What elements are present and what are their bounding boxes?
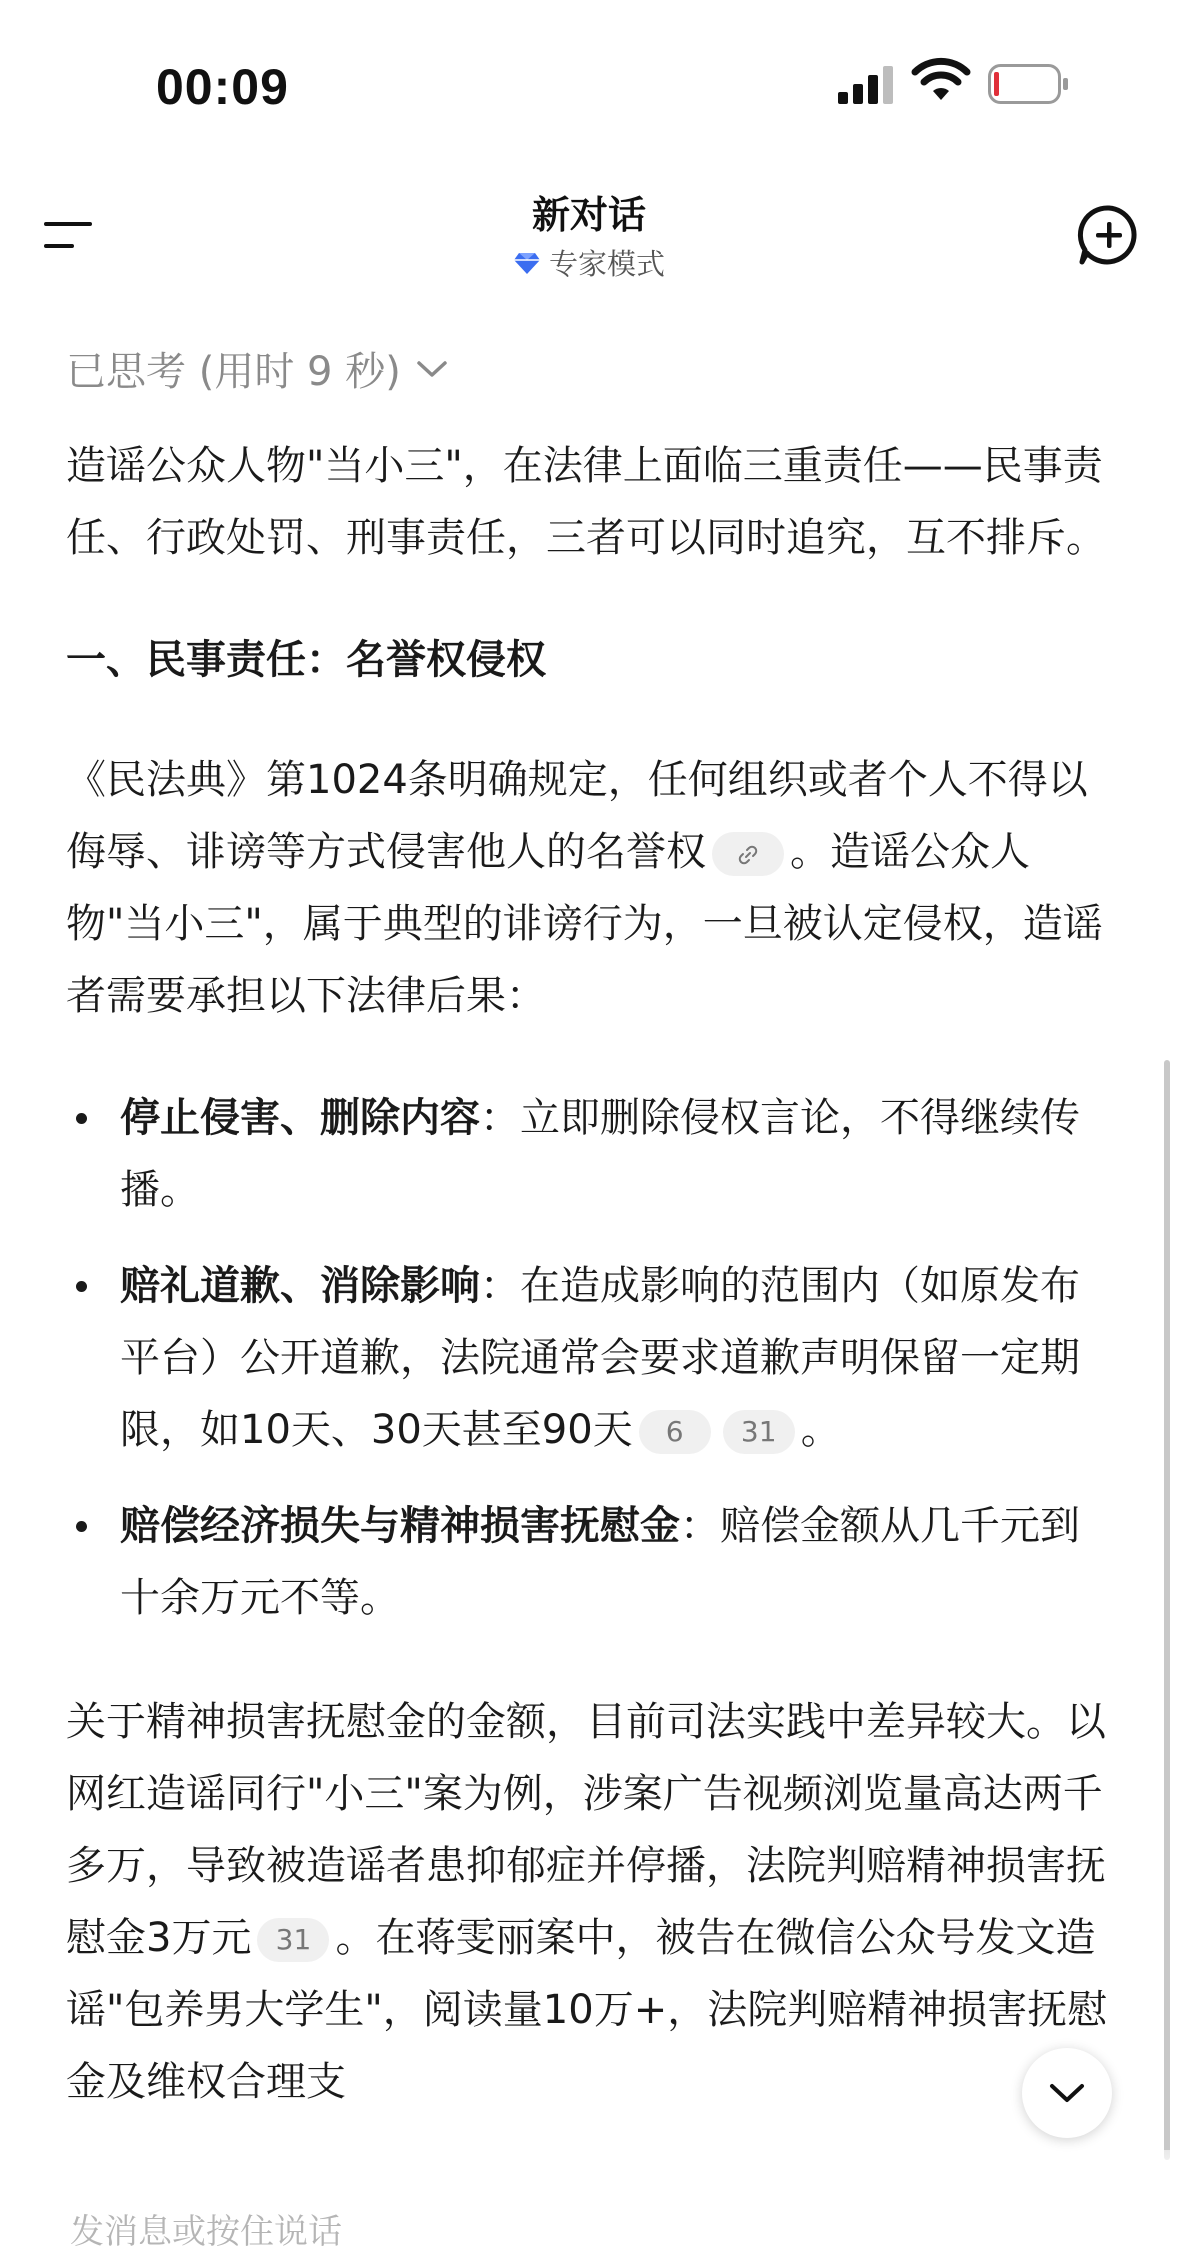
paragraph-text: 。造谣公众人物"当小三"，属于典型的诽谤行为，一旦被认定侵权，造谣者需要承担以下法律后果： <box>66 829 1103 1019</box>
section-heading: 一、民事责任：名誉权侵权 <box>66 637 546 683</box>
list-item <box>66 1082 1116 1226</box>
app-header <box>0 170 1178 300</box>
list-item-title: 赔礼道歉、消除影响 <box>120 1263 480 1309</box>
link-citation[interactable] <box>712 832 784 876</box>
status-time: 00:09 <box>156 59 289 115</box>
assistant-message <box>66 430 1116 2118</box>
mode-label: 专家模式 <box>548 247 665 281</box>
paragraph <box>66 744 1116 1032</box>
list-item-text: ：赔偿金额从几千元到十余万元不等。 <box>120 1503 1080 1621</box>
diamond-icon <box>513 251 541 275</box>
paragraph-text: 关于精神损害抚慰金的金额，目前司法实践中差异较大。以网红造谣同行"小三"案为例，涉案广告视频浏览量高达两千多万，导致被造谣者患抑郁症并停播，法院判赔精神损害抚慰金3万元 <box>66 1699 1106 1961</box>
list-item-title: 赔偿经济损失与精神损害抚慰金 <box>120 1503 680 1549</box>
citation-badge[interactable]: 31 <box>723 1410 795 1454</box>
scroll-to-bottom-button[interactable] <box>1022 2048 1112 2138</box>
list-item <box>66 1250 1116 1466</box>
list-item-text: ：立即删除侵权言论，不得继续传播。 <box>120 1095 1080 1213</box>
paragraph-text: 。在蒋雯丽案中，被告在微信公众号发文造谣"包养男大学生"，阅读量10万+，法院判赔精神损害抚慰金及维权合理支 <box>66 1915 1108 2105</box>
citation-badge[interactable]: 31 <box>257 1918 329 1962</box>
cellular-signal-icon <box>838 66 894 104</box>
paragraph-text: 《民法典》第1024条明确规定，任何组织或者个人不得以侮辱、诽谤等方式侵害他人的名誉权 <box>66 757 1088 875</box>
message-input-placeholder[interactable]: 发消息或按住说话 <box>70 2212 342 2252</box>
chevron-down-icon <box>1048 2081 1086 2105</box>
list-item-title: 停止侵害、删除内容 <box>120 1095 480 1141</box>
list-item <box>66 1490 1116 1634</box>
status-bar <box>0 0 1178 150</box>
consequence-list <box>66 1082 1116 1634</box>
wifi-icon <box>912 60 970 104</box>
paragraph <box>66 1686 1116 2118</box>
new-chat-icon[interactable] <box>1074 200 1144 270</box>
link-icon <box>737 844 759 866</box>
battery-icon <box>988 64 1070 104</box>
page-title: 新对话 <box>531 193 646 237</box>
scrollbar[interactable] <box>1164 1060 1170 2160</box>
chevron-down-icon <box>415 358 449 380</box>
mode-indicator[interactable] <box>0 242 1178 283</box>
thinking-label: 已思考 (用时 9 秒) <box>66 349 401 395</box>
list-item-text: 。 <box>800 1407 841 1453</box>
intro-paragraph: 造谣公众人物"当小三"，在法律上面临三重责任——民事责任、行政处罚、刑事责任，三者可以同时追究，互不排斥。 <box>66 443 1106 561</box>
citation-badge[interactable]: 6 <box>639 1410 711 1454</box>
thinking-toggle[interactable] <box>66 340 449 397</box>
list-item-text: ：在造成影响的范围内（如原发布平台）公开道歉，法院通常会要求道歉声明保留一定期限，如10天、30天甚至90天 <box>120 1263 1080 1453</box>
